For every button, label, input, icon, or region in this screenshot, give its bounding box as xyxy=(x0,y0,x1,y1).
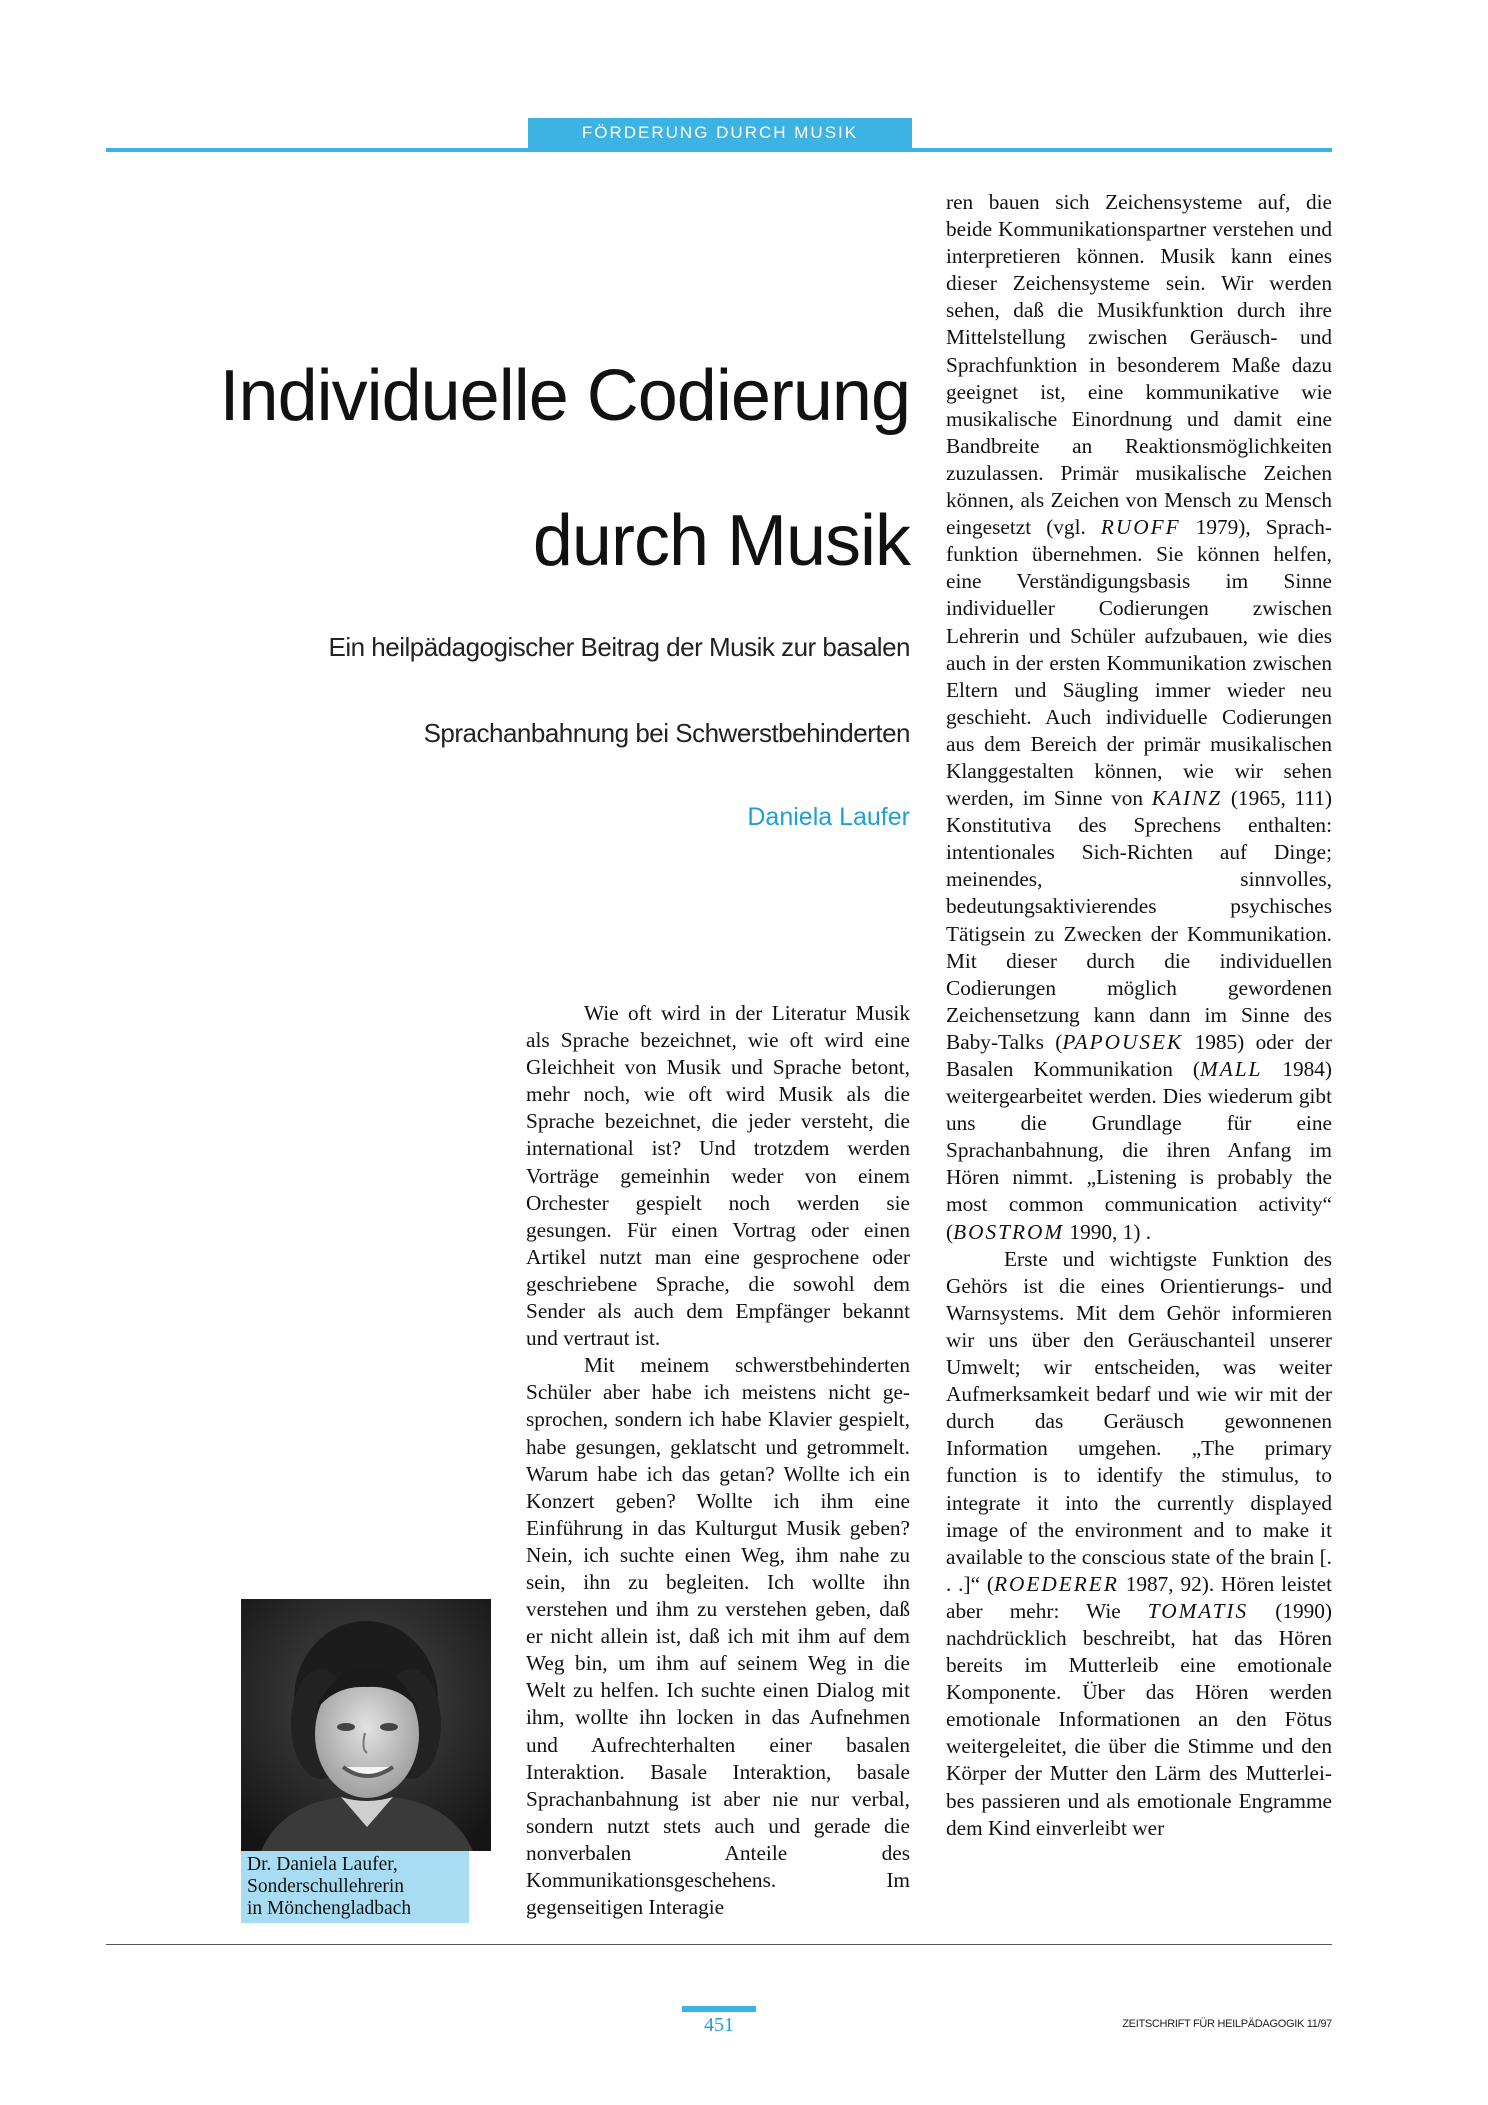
caption-line: in Mönchengladbach xyxy=(247,1898,412,1919)
citation-author: BOSTROM xyxy=(953,1219,1065,1244)
author-portrait-photo xyxy=(241,1599,491,1851)
article-title-line1: Individuelle Codierung xyxy=(219,356,910,436)
citation-author: RUOFF xyxy=(1100,515,1181,540)
caption-line: Dr. Daniela Laufer, xyxy=(247,1854,398,1875)
body-column-middle xyxy=(526,1000,910,1921)
photo-caption xyxy=(241,1851,469,1923)
article-subtitle-line1: Ein heilpädagogischer Beitrag der Musik zur basalen xyxy=(328,632,910,662)
article-subtitle-line2: Sprachanbahnung bei Schwerstbehinderten xyxy=(423,718,910,748)
citation-author: ROEDERER xyxy=(994,1571,1119,1596)
paragraph: Erste und wichtigste Funktion des Gehörs ist die eines Orientierungs- und Warnsystems. Mit dem Gehör informieren wir uns über den Geräuschanteil unserer Umwelt; wir entscheiden, was weiter Aufmerksamkeit bedarf und wie wir mit der durch das Geräusch gewonnenen Information umgehen. „The primary function is to identify the stimulus, to integrate it into the currently displayed image of the environment and to make it available to the conscious state of the brain [. . .]“ (ROEDERER 1987, 92). Hören leistet aber mehr: Wie TOMATIS (1990) nachdrücklich beschreibt, hat das Hören bereits im Mutterleib eine emotionale Komponente. Über das Hören werden emotionale Informationen an den Fötus weitergeleitet, die über die Stimme und den Körper der Mutter den Lärm des Mutterleibes passieren und als emotionale Engramme dem Kind einverleibt wer xyxy=(946,1246,1333,1840)
article-author: Daniela Laufer xyxy=(747,803,910,831)
header-rule xyxy=(106,148,1332,152)
caption-line: Sonderschullehrerin xyxy=(247,1876,405,1897)
journal-reference: ZEITSCHRIFT FÜR HEILPÄDAGOGIK 11/97 xyxy=(1122,2018,1332,2030)
article-title-line2: durch Musik xyxy=(532,501,910,581)
body-column-right xyxy=(946,189,1332,1842)
page-number: 451 xyxy=(704,2014,734,2036)
section-header-label: FÖRDERUNG DURCH MUSIK xyxy=(528,118,912,148)
citation-author: TOMATIS xyxy=(1147,1598,1249,1623)
paragraph: Wie oft wird in der Literatur Musik als Sprache bezeichnet, wie oft wird eine Gleichheit von Musik und Sprache betont, mehr noch, wie oft wird Musik als die Sprache bezeichnet, die jeder versteht, die international ist? Und trotzdem werden Vorträge gemeinhin weder von einem Orchester gespielt noch werden sie gesungen. Für einen Vortrag oder einen Artikel nutzt man eine gesprochene oder geschriebene Sprache, die sowohl dem Sender als auch dem Empfänger bekannt und vertraut ist. xyxy=(526,1001,910,1351)
portrait-image xyxy=(241,1599,491,1851)
citation-author: MALL xyxy=(1199,1057,1263,1081)
paragraph: ren bauen sich Zeichensysteme auf, die beide Kommunikationspartner verstehen und interpretieren können. Musik kann eines dieser Zeichensysteme sein. Wir werden sehen, daß die Musikfunktion durch ihre Mittelstellung zwischen Geräusch- und Sprachfunktion in besonderem Maße dazu geeignet ist, eine kommunikative wie musikalische Einordnung und damit eine Bandbreite an Reaktionsmöglichkeiten zuzulassen. Primär musikalische Zeichen können, als Zeichen von Mensch zu Mensch eingesetzt (vgl. RUOFF 1979), Sprachfunktion übernehmen. Sie können helfen, eine Verständigungsbasis im Sinne individueller Codierungen zwischen Lehrerin und Schüler aufzubauen, wie dies auch in der ersten Kommunikation zwischen Eltern und Säugling immer wieder neu geschieht. Auch individuelle Codierungen aus dem Bereich der primär musikalischen Klanggestalten können, wie wir sehen werden, im Sinne von KAINZ (1965, 111) Konstitutiva des Sprechens enthalten: intentionales Sich-Richten auf Dinge; meinendes, sinnvolles, bedeutungsaktivierendes psychisches Tätigsein zu Zwecken der Kommunikation. Mit dieser durch die individuellen Codierungen möglich gewordenen Zeichensetzung kann dann im Sinne des Baby-Talks (PAPOUSEK 1985) oder der Basalen Kommunikation (MALL 1984) weitergearbeitet werden. Dies wiederum gibt uns die Grundlage für eine Sprachanbahnung, die ihren Anfang im Hören nimmt. „Listening is probably the most common communication activity“ (BOSTROM 1990, 1) . xyxy=(946,190,1333,1244)
citation-author: PAPOUSEK xyxy=(1062,1029,1184,1054)
citation-author: KAINZ xyxy=(1151,786,1223,811)
page-number-accent xyxy=(682,2006,756,2012)
footer-rule xyxy=(106,1944,1332,1945)
paragraph: Mit meinem schwerstbehinderten Schüler aber habe ich meistens nicht gesprochen, sondern ich habe Klavier gespielt, habe gesungen, geklatscht und getrommelt. Warum habe ich das getan? Wollte ich ein Konzert geben? Wollte ich ihm eine Einführung in das Kulturgut Musik geben? Nein, ich suchte einen Weg, ihm nahe zu sein, ihn zu begleiten. Ich wollte ihn verstehen und ihm zu verstehen geben, daß er nicht allein ist, daß ich mit ihm auf dem Weg bin, um ihm auf seinem Weg in die Welt zu helfen. Ich suchte einen Dialog mit ihm, wollte ihn locken in das Aufnehmen und Aufrechterhalten einer basalen Interaktion. Basale Interaktion, basale Sprachanbahnung ist aber nie nur verbal, sondern nutzt stets auch und gerade die nonverbalen Anteile des Kommunikationsgeschehens. Im gegenseitigen Interagie xyxy=(526,1353,910,1920)
